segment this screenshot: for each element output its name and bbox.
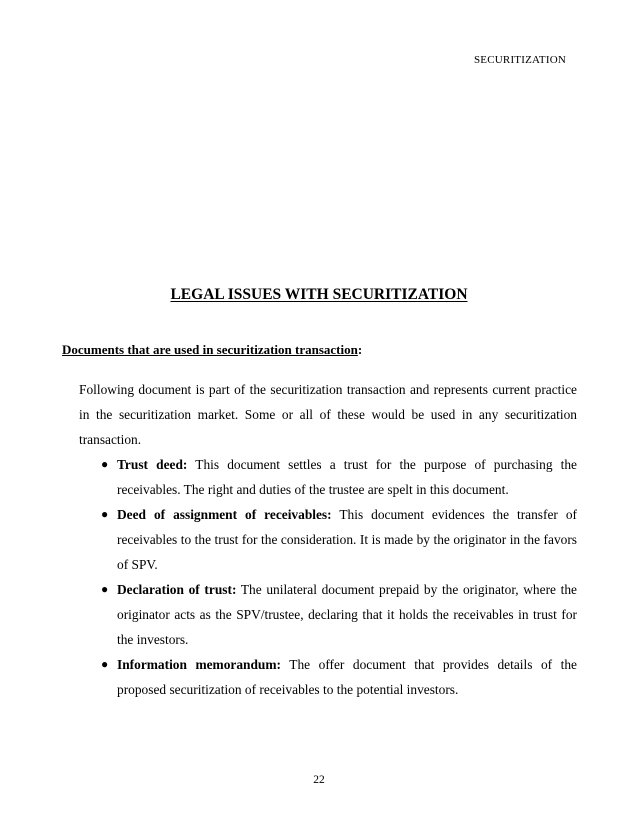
page-title: LEGAL ISSUES WITH SECURITIZATION bbox=[170, 286, 468, 303]
running-header: SECURITIZATION bbox=[473, 54, 566, 66]
list-item-trust-deed bbox=[79, 452, 577, 502]
list-item-text: This document evidences the transfer of receivables to the trust for the consideration. It is made by the originator in the favors of SPV. bbox=[117, 507, 577, 572]
body-text bbox=[79, 377, 577, 702]
list-item-declaration-of-trust bbox=[79, 577, 577, 652]
list-item-deed-of-assignment bbox=[79, 502, 577, 577]
list-item-term: Deed of assignment of receivables: bbox=[117, 507, 332, 522]
list-item-information-memorandum bbox=[79, 652, 577, 702]
list-item-text: The unilateral document prepaid by the originator, where the originator acts as the SPV/trustee, declaring that it holds the receivables in trust for the investors. bbox=[117, 582, 578, 647]
bullet-icon: ● bbox=[101, 582, 109, 596]
document-list bbox=[79, 452, 577, 702]
list-item-text: This document settles a trust for the purpose of purchasing the receivables. The right and duties of the trustee are spelt in this document. bbox=[117, 457, 577, 497]
bullet-icon: ● bbox=[101, 657, 109, 671]
page-number: 22 bbox=[313, 774, 325, 786]
section-subtitle-colon: : bbox=[357, 342, 363, 357]
list-item-text: The offer document that provides details of the proposed securitization of receivables to the potential investors. bbox=[117, 657, 577, 697]
section-subtitle-text: Documents that are used in securitization transaction bbox=[62, 342, 358, 357]
bullet-icon: ● bbox=[101, 507, 109, 521]
intro-paragraph: Following document is part of the securitization transaction and represents current practice in the securitization market. Some or all of these would be used in any securitization transaction. bbox=[79, 382, 577, 447]
bullet-icon: ● bbox=[101, 457, 109, 471]
section-subtitle bbox=[62, 342, 362, 358]
list-item-term: Trust deed: bbox=[117, 457, 188, 472]
list-item-term: Information memorandum: bbox=[117, 657, 281, 672]
list-item-term: Declaration of trust: bbox=[117, 582, 237, 597]
